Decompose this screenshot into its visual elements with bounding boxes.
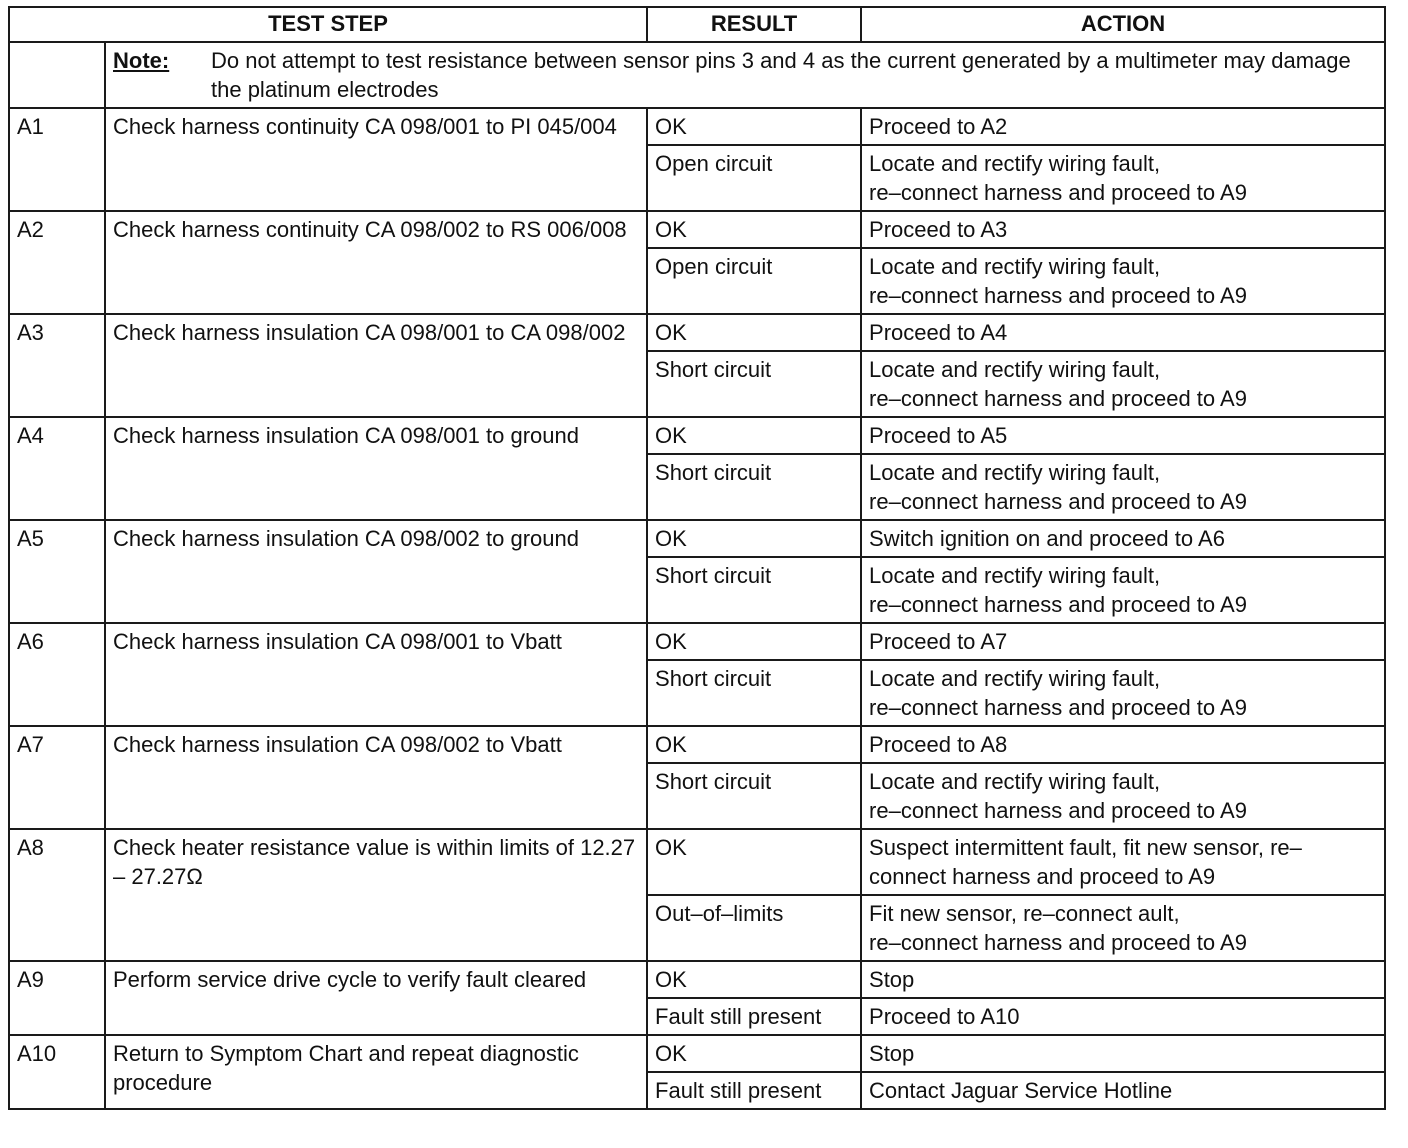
header-row [9, 7, 1385, 42]
note-row [9, 42, 1385, 108]
step-action: Locate and rectify wiring fault, re–connect harness and proceed to A9 [861, 557, 1385, 623]
table-row [9, 1035, 1385, 1072]
step-action: Suspect intermittent fault, fit new sensor, re–connect harness and proceed to A9 [861, 829, 1385, 895]
step-action: Proceed to A4 [861, 314, 1385, 351]
step-id: A1 [9, 108, 105, 211]
step-id: A3 [9, 314, 105, 417]
step-id: A4 [9, 417, 105, 520]
step-id: A10 [9, 1035, 105, 1109]
table-row [9, 314, 1385, 351]
step-result: Out–of–limits [647, 895, 861, 961]
step-id: A2 [9, 211, 105, 314]
diagnostic-table [8, 6, 1386, 1110]
step-action: Contact Jaguar Service Hotline [861, 1072, 1385, 1109]
step-action: Proceed to A10 [861, 998, 1385, 1035]
step-result: Short circuit [647, 660, 861, 726]
step-action: Locate and rectify wiring fault, re–connect harness and proceed to A9 [861, 763, 1385, 829]
step-description: Check harness continuity CA 098/002 to RS 006/008 [105, 211, 647, 314]
step-description: Perform service drive cycle to verify fault cleared [105, 961, 647, 1035]
step-result: OK [647, 1035, 861, 1072]
header-result: RESULT [647, 7, 861, 42]
step-result: Short circuit [647, 763, 861, 829]
step-result: Fault still present [647, 998, 861, 1035]
step-id: A5 [9, 520, 105, 623]
table-body [9, 42, 1385, 1109]
step-result: OK [647, 520, 861, 557]
step-action: Proceed to A7 [861, 623, 1385, 660]
step-result: OK [647, 211, 861, 248]
step-action: Fit new sensor, re–connect ault, re–connect harness and proceed to A9 [861, 895, 1385, 961]
step-description: Check harness insulation CA 098/002 to Vbatt [105, 726, 647, 829]
step-description: Check harness insulation CA 098/001 to CA 098/002 [105, 314, 647, 417]
table-row [9, 417, 1385, 454]
note-label: Note: [113, 48, 170, 73]
step-result: Open circuit [647, 248, 861, 314]
table-row [9, 108, 1385, 145]
step-result: OK [647, 314, 861, 351]
table-row [9, 829, 1385, 895]
step-action: Proceed to A2 [861, 108, 1385, 145]
note-text: Do not attempt to test resistance between sensor pins 3 and 4 as the current generated by a multimeter may damage the platinum electrodes [211, 48, 1351, 102]
step-action: Locate and rectify wiring fault, re–connect harness and proceed to A9 [861, 351, 1385, 417]
step-description: Check harness insulation CA 098/001 to ground [105, 417, 647, 520]
table-row [9, 726, 1385, 763]
header-test-step: TEST STEP [9, 7, 647, 42]
step-description: Check heater resistance value is within limits of 12.27 – 27.27Ω [105, 829, 647, 961]
step-action: Locate and rectify wiring fault, re–connect harness and proceed to A9 [861, 248, 1385, 314]
table-row [9, 211, 1385, 248]
step-result: OK [647, 623, 861, 660]
step-result: OK [647, 726, 861, 763]
step-result: OK [647, 961, 861, 998]
step-action: Locate and rectify wiring fault, re–connect harness and proceed to A9 [861, 454, 1385, 520]
step-description: Check harness insulation CA 098/002 to ground [105, 520, 647, 623]
note-cell [105, 42, 1385, 108]
step-result: OK [647, 417, 861, 454]
step-result: Fault still present [647, 1072, 861, 1109]
step-id: A7 [9, 726, 105, 829]
step-result: Short circuit [647, 351, 861, 417]
step-result: Short circuit [647, 557, 861, 623]
table-row [9, 623, 1385, 660]
step-result: Open circuit [647, 145, 861, 211]
step-id: A6 [9, 623, 105, 726]
step-action: Locate and rectify wiring fault, re–connect harness and proceed to A9 [861, 660, 1385, 726]
step-action: Switch ignition on and proceed to A6 [861, 520, 1385, 557]
header-action: ACTION [861, 7, 1385, 42]
step-action: Stop [861, 961, 1385, 998]
table-row [9, 520, 1385, 557]
step-description: Return to Symptom Chart and repeat diagnostic procedure [105, 1035, 647, 1109]
note-spacer-cell [9, 42, 105, 108]
step-id: A8 [9, 829, 105, 961]
step-id: A9 [9, 961, 105, 1035]
step-action: Locate and rectify wiring fault, re–connect harness and proceed to A9 [861, 145, 1385, 211]
step-action: Proceed to A3 [861, 211, 1385, 248]
step-description: Check harness insulation CA 098/001 to Vbatt [105, 623, 647, 726]
step-action: Proceed to A5 [861, 417, 1385, 454]
step-description: Check harness continuity CA 098/001 to PI 045/004 [105, 108, 647, 211]
table-row [9, 961, 1385, 998]
step-result: OK [647, 829, 861, 895]
step-result: Short circuit [647, 454, 861, 520]
step-action: Stop [861, 1035, 1385, 1072]
step-action: Proceed to A8 [861, 726, 1385, 763]
step-result: OK [647, 108, 861, 145]
